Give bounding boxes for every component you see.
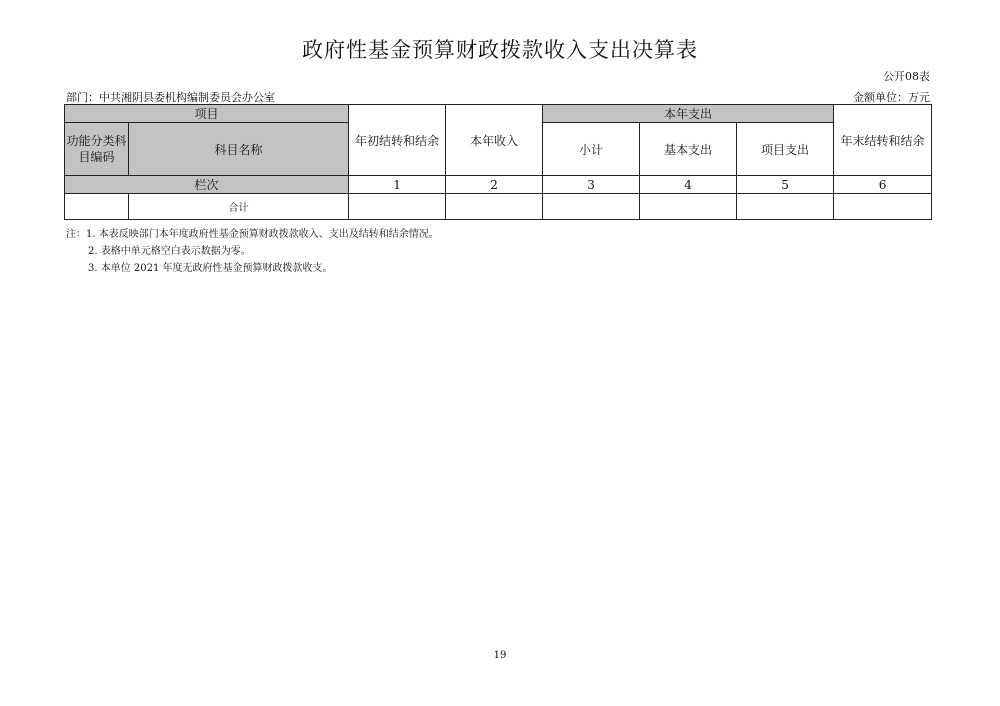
header-expenditure: 本年支出	[543, 105, 834, 123]
note-3: 3. 本单位 2021 年度无政府性基金预算财政拨款收支。	[88, 263, 333, 274]
index-col-2: 2	[446, 176, 543, 194]
header-subtotal: 小计	[543, 123, 640, 176]
header-project-expenditure: 项目支出	[737, 123, 834, 176]
total-value-6	[834, 194, 932, 220]
notes-section	[66, 226, 439, 277]
header-item: 项目	[65, 105, 349, 123]
index-col-3: 3	[543, 176, 640, 194]
header-income: 本年收入	[446, 105, 543, 176]
form-number: 公开08表	[883, 70, 930, 83]
index-col-6: 6	[834, 176, 932, 194]
budget-table	[64, 104, 932, 220]
index-col-4: 4	[640, 176, 737, 194]
index-row-label: 栏次	[65, 176, 349, 194]
amount-unit-label: 金额单位：万元	[853, 91, 930, 104]
header-closing-balance: 年末结转和结余	[834, 105, 932, 176]
header-basic-expenditure: 基本支出	[640, 123, 737, 176]
total-code-cell	[65, 194, 129, 220]
total-value-1	[349, 194, 446, 220]
total-label: 合计	[129, 194, 349, 220]
total-value-4	[640, 194, 737, 220]
page-number: 19	[493, 650, 507, 661]
header-func-code: 功能分类科目编码	[65, 123, 129, 176]
page-title: 政府性基金预算财政拨款收入支出决算表	[302, 38, 698, 62]
total-value-2	[446, 194, 543, 220]
total-value-5	[737, 194, 834, 220]
note-2: 2. 表格中单元格空白表示数据为零。	[88, 246, 251, 257]
table-row	[65, 194, 932, 220]
note-1: 注：1. 本表反映部门本年度政府性基金预算财政拨款收入、支出及结转和结余情况。	[66, 229, 439, 240]
header-opening-balance: 年初结转和结余	[349, 105, 446, 176]
department-label: 部门：中共湘阴县委机构编制委员会办公室	[66, 91, 275, 104]
header-subject-name: 科目名称	[129, 123, 349, 176]
index-col-1: 1	[349, 176, 446, 194]
total-value-3	[543, 194, 640, 220]
index-col-5: 5	[737, 176, 834, 194]
